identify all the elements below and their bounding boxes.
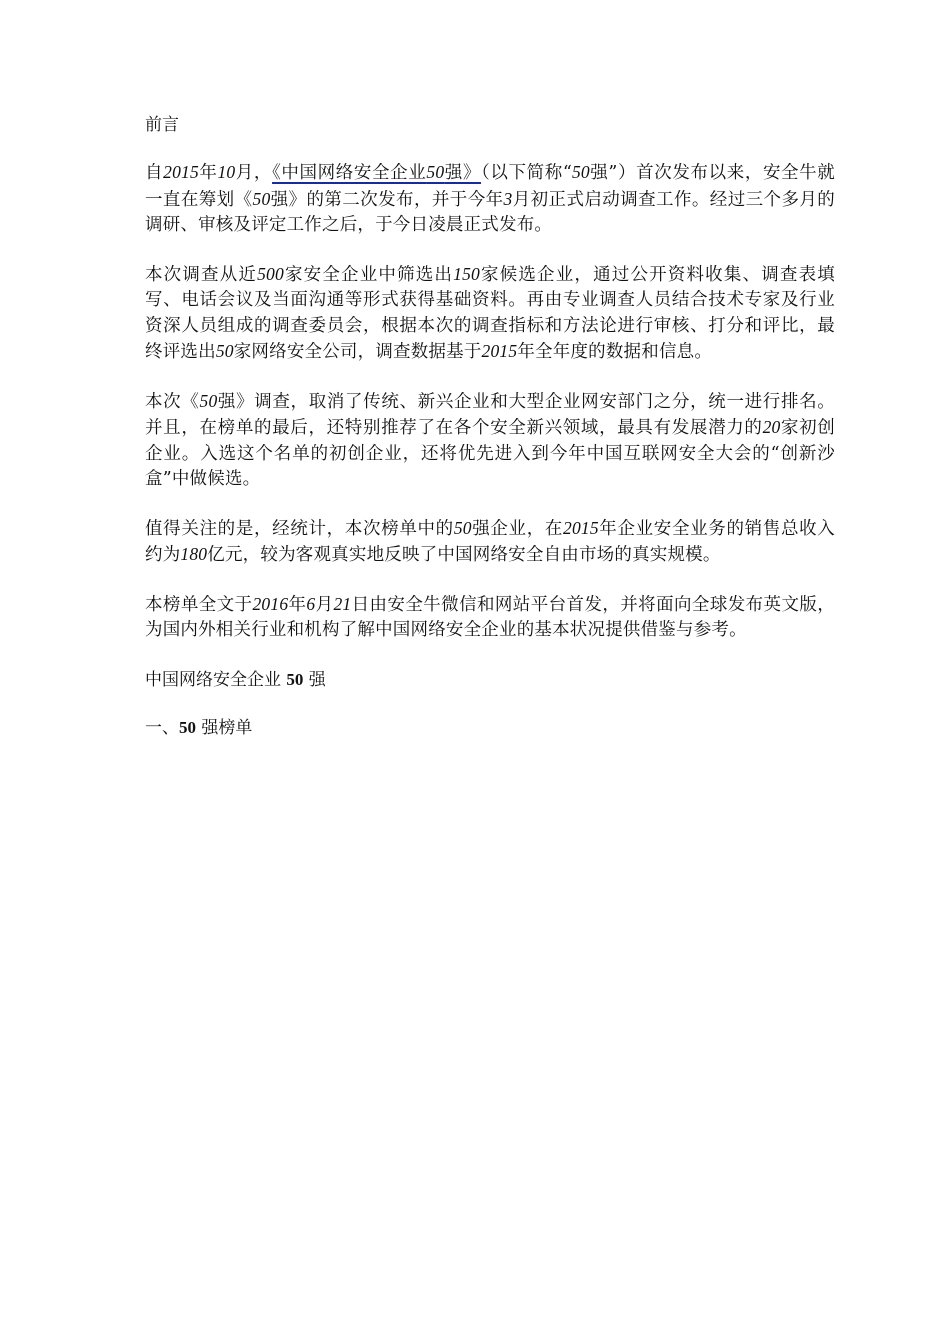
number-text: 20 [762,417,781,437]
paragraph [145,389,835,493]
number-text: 2015 [163,162,199,182]
paragraph-text: 本次调查从近 [145,264,258,285]
paragraph-text: 月初正式启动调查工作。经过三个多月的调研、审核及评定工作之后，于今日凌晨正式发布。 [145,189,835,235]
section-title [145,667,845,693]
paragraph-text: 自 [145,163,164,183]
report-title-link[interactable]: 强》 [444,163,481,183]
number-text: 50 [453,517,472,538]
paragraph-text: 年企业安全业务的销售总收入约为 [145,518,835,565]
subsection-title-prefix: 一、 [145,717,179,738]
paragraph-text: 强》调查，取消了传统、新兴企业和大型企业网安部门之分，统一进行排名。并且，在榜单的最后，还特别推荐了在各个安全新兴领域，最具有发展潜力的 [145,391,835,438]
paragraph-text: （以下简称“ [480,163,572,183]
paragraph-text: 月 [315,594,334,615]
section-title-prefix: 中国网络安全企业 [145,669,287,690]
paragraph [145,262,835,366]
paragraph-text: 强”）首次发布以来，安全牛就一直在筹划《 [145,163,835,210]
paragraph-text: 年 [198,163,218,183]
paragraph-text: 年全年度的数据和信息。 [517,342,713,362]
document-page [145,112,845,763]
paragraph-text: 亿元，较为客观真实地反映了中国网络安全自由市场的真实规模。 [207,545,721,565]
paragraph-text: 家候选企业，通过公开资料收集、调查表填写、电话会议及当面沟通等形式获得基础资料。再由专业调查人员结合技术专家及行业资深人员组成的调查委员会，根据本次的调查指标和方法论进行审核、打分和评比，最终评选出 [145,264,835,362]
subsection-title [145,715,845,741]
report-title-link[interactable]: 《中国网络安全企业 [272,163,427,183]
paragraph-text: 强企业，在 [471,518,564,539]
paragraph-text: 本榜单全文于 [145,594,253,615]
section-title-suffix: 强 [303,669,326,690]
number-text: 2015 [563,517,599,538]
number-text: 500 [257,263,284,284]
number-text: 21 [333,593,352,614]
paragraph-text: 月， [235,163,273,183]
section-title-number: 50 [286,669,304,689]
paragraph [145,160,835,239]
paragraph-list [145,160,845,644]
report-title-link-number[interactable]: 50 [426,162,445,182]
number-text: 50 [571,162,590,182]
number-text: 50 [252,188,271,209]
paragraph-text: 日由安全牛微信和网站平台首发，并将面向全球发布英文版，为国内外相关行业和机构了解中国网络安全企业的基本状况提供借鉴与参考。 [145,594,835,640]
subsection-title-suffix: 强榜单 [196,717,253,738]
paragraph-text: 强》的第二次发布，并于今年 [270,189,504,210]
preface-heading: 前言 [145,115,179,135]
number-text: 150 [453,263,480,284]
number-text: 3 [503,188,513,209]
number-text: 50 [215,341,234,361]
number-text: 10 [217,162,236,182]
paragraph-text: 值得关注的是，经统计，本次榜单中的 [145,518,454,539]
paragraph-text: 家安全企业中筛选出 [283,264,454,285]
paragraph-text: 家初创企业。入选这个名单的初创企业，还将优先进入到今年中国互联网安全大会的“创新沙盒”中做候选。 [145,418,835,489]
number-text: 2015 [481,341,518,361]
paragraph [145,592,835,644]
paragraph-text: 家网络安全公司，调查数据基于 [233,342,482,362]
paragraph [145,516,835,569]
subsection-title-number: 50 [179,717,196,737]
paragraph-text: 年 [288,594,307,615]
number-text: 2016 [252,593,289,614]
number-text: 6 [306,593,316,614]
number-text: 50 [199,390,218,411]
paragraph-text: 本次《 [145,391,200,412]
number-text: 180 [180,544,208,564]
